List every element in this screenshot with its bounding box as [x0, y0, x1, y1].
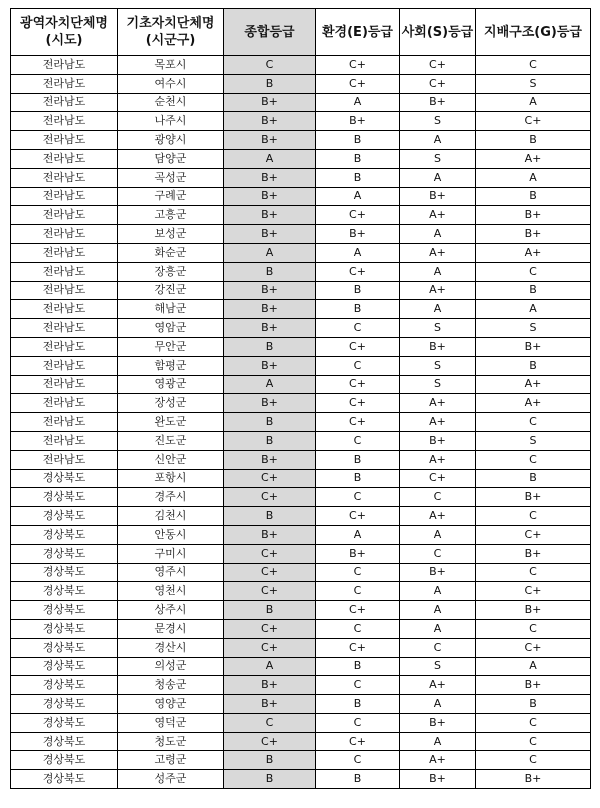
basic-name-cell: 여수시	[118, 74, 224, 93]
table-row	[11, 544, 591, 563]
gov-grade-cell: B	[476, 187, 591, 206]
env-grade-cell: C+	[316, 413, 400, 432]
social-grade-cell: S	[400, 356, 476, 375]
social-grade-cell: A+	[400, 507, 476, 526]
overall-grade-cell: C+	[224, 544, 316, 563]
env-grade-cell: C+	[316, 507, 400, 526]
basic-name-cell: 장흥군	[118, 262, 224, 281]
social-grade-cell: C+	[400, 469, 476, 488]
social-grade-cell: A	[400, 695, 476, 714]
metro-name-cell: 전라남도	[11, 394, 118, 413]
table-body	[11, 56, 591, 789]
env-grade-cell: C+	[316, 375, 400, 394]
table-row	[11, 582, 591, 601]
gov-grade-cell: A	[476, 300, 591, 319]
env-grade-cell: C+	[316, 74, 400, 93]
table-row	[11, 149, 591, 168]
overall-grade-cell: B+	[224, 319, 316, 338]
basic-name-cell: 구례군	[118, 187, 224, 206]
gov-grade-cell: A	[476, 93, 591, 112]
overall-grade-cell: A	[224, 375, 316, 394]
env-grade-cell: B	[316, 149, 400, 168]
header-basic-name	[118, 9, 224, 56]
overall-grade-cell: C+	[224, 469, 316, 488]
basic-name-cell: 영주시	[118, 563, 224, 582]
env-grade-cell: C+	[316, 337, 400, 356]
env-grade-cell: B+	[316, 112, 400, 131]
gov-grade-cell: B	[476, 695, 591, 714]
gov-grade-cell: B	[476, 469, 591, 488]
gov-grade-cell: C	[476, 732, 591, 751]
overall-grade-cell: C+	[224, 563, 316, 582]
overall-grade-cell: A	[224, 149, 316, 168]
metro-name-cell: 전라남도	[11, 206, 118, 225]
env-grade-cell: C	[316, 431, 400, 450]
header-metro-line2: (시도)	[45, 33, 83, 48]
gov-grade-cell: C+	[476, 582, 591, 601]
env-grade-cell: B	[316, 657, 400, 676]
social-grade-cell: S	[400, 375, 476, 394]
table-row	[11, 206, 591, 225]
social-grade-cell: A+	[400, 206, 476, 225]
metro-name-cell: 경상북도	[11, 488, 118, 507]
overall-grade-cell: C	[224, 713, 316, 732]
basic-name-cell: 문경시	[118, 619, 224, 638]
metro-name-cell: 경상북도	[11, 582, 118, 601]
basic-name-cell: 영양군	[118, 695, 224, 714]
env-grade-cell: B	[316, 281, 400, 300]
header-metro-line1: 광역자치단체명	[20, 16, 108, 31]
basic-name-cell: 영천시	[118, 582, 224, 601]
basic-name-cell: 목포시	[118, 56, 224, 75]
gov-grade-cell: A+	[476, 243, 591, 262]
overall-grade-cell: B	[224, 262, 316, 281]
metro-name-cell: 전라남도	[11, 262, 118, 281]
gov-grade-cell: C+	[476, 112, 591, 131]
basic-name-cell: 함평군	[118, 356, 224, 375]
overall-grade-cell: B+	[224, 450, 316, 469]
overall-grade-cell: B	[224, 431, 316, 450]
metro-name-cell: 경상북도	[11, 732, 118, 751]
social-grade-cell: A+	[400, 394, 476, 413]
table-row	[11, 300, 591, 319]
gov-grade-cell: B+	[476, 676, 591, 695]
social-grade-cell: S	[400, 657, 476, 676]
gov-grade-cell: C	[476, 56, 591, 75]
env-grade-cell: C	[316, 488, 400, 507]
gov-grade-cell: C	[476, 563, 591, 582]
metro-name-cell: 경상북도	[11, 657, 118, 676]
basic-name-cell: 화순군	[118, 243, 224, 262]
overall-grade-cell: B	[224, 601, 316, 620]
table-row	[11, 450, 591, 469]
env-grade-cell: A	[316, 187, 400, 206]
table-row	[11, 281, 591, 300]
env-grade-cell: B+	[316, 225, 400, 244]
social-grade-cell: C+	[400, 56, 476, 75]
social-grade-cell: A	[400, 131, 476, 150]
esg-grade-table	[10, 8, 591, 789]
metro-name-cell: 전라남도	[11, 56, 118, 75]
header-env-grade: 환경(E)등급	[316, 9, 400, 56]
gov-grade-cell: A+	[476, 394, 591, 413]
social-grade-cell: A	[400, 582, 476, 601]
table-row	[11, 356, 591, 375]
table-row	[11, 112, 591, 131]
metro-name-cell: 전라남도	[11, 450, 118, 469]
metro-name-cell: 경상북도	[11, 619, 118, 638]
basic-name-cell: 고령군	[118, 751, 224, 770]
gov-grade-cell: C	[476, 413, 591, 432]
overall-grade-cell: B+	[224, 281, 316, 300]
social-grade-cell: B+	[400, 563, 476, 582]
basic-name-cell: 보성군	[118, 225, 224, 244]
basic-name-cell: 청송군	[118, 676, 224, 695]
metro-name-cell: 전라남도	[11, 319, 118, 338]
metro-name-cell: 경상북도	[11, 469, 118, 488]
metro-name-cell: 전라남도	[11, 225, 118, 244]
header-social-grade: 사회(S)등급	[400, 9, 476, 56]
metro-name-cell: 경상북도	[11, 676, 118, 695]
overall-grade-cell: B+	[224, 93, 316, 112]
social-grade-cell: S	[400, 112, 476, 131]
social-grade-cell: A	[400, 601, 476, 620]
gov-grade-cell: B+	[476, 544, 591, 563]
gov-grade-cell: C	[476, 751, 591, 770]
gov-grade-cell: S	[476, 74, 591, 93]
metro-name-cell: 전라남도	[11, 74, 118, 93]
social-grade-cell: A+	[400, 243, 476, 262]
overall-grade-cell: B+	[224, 525, 316, 544]
metro-name-cell: 전라남도	[11, 356, 118, 375]
social-grade-cell: C+	[400, 74, 476, 93]
basic-name-cell: 구미시	[118, 544, 224, 563]
metro-name-cell: 전라남도	[11, 243, 118, 262]
gov-grade-cell: B	[476, 281, 591, 300]
env-grade-cell: A	[316, 93, 400, 112]
social-grade-cell: B+	[400, 93, 476, 112]
gov-grade-cell: B+	[476, 488, 591, 507]
overall-grade-cell: B	[224, 337, 316, 356]
gov-grade-cell: C	[476, 507, 591, 526]
metro-name-cell: 경상북도	[11, 770, 118, 789]
gov-grade-cell: C	[476, 262, 591, 281]
env-grade-cell: B	[316, 450, 400, 469]
table-row	[11, 431, 591, 450]
table-row	[11, 131, 591, 150]
metro-name-cell: 전라남도	[11, 413, 118, 432]
env-grade-cell: B	[316, 695, 400, 714]
env-grade-cell: C	[316, 319, 400, 338]
env-grade-cell: C+	[316, 638, 400, 657]
env-grade-cell: C	[316, 619, 400, 638]
env-grade-cell: C+	[316, 732, 400, 751]
gov-grade-cell: S	[476, 319, 591, 338]
social-grade-cell: A+	[400, 413, 476, 432]
overall-grade-cell: B+	[224, 112, 316, 131]
social-grade-cell: S	[400, 319, 476, 338]
basic-name-cell: 영암군	[118, 319, 224, 338]
basic-name-cell: 완도군	[118, 413, 224, 432]
gov-grade-cell: B	[476, 131, 591, 150]
metro-name-cell: 경상북도	[11, 638, 118, 657]
env-grade-cell: B	[316, 300, 400, 319]
basic-name-cell: 무안군	[118, 337, 224, 356]
overall-grade-cell: B	[224, 413, 316, 432]
gov-grade-cell: S	[476, 431, 591, 450]
basic-name-cell: 영덕군	[118, 713, 224, 732]
overall-grade-cell: A	[224, 243, 316, 262]
basic-name-cell: 광양시	[118, 131, 224, 150]
metro-name-cell: 전라남도	[11, 131, 118, 150]
social-grade-cell: A+	[400, 676, 476, 695]
overall-grade-cell: C+	[224, 619, 316, 638]
table-row	[11, 74, 591, 93]
table-row	[11, 713, 591, 732]
table-row	[11, 657, 591, 676]
table-row	[11, 695, 591, 714]
overall-grade-cell: A	[224, 657, 316, 676]
env-grade-cell: C	[316, 356, 400, 375]
metro-name-cell: 경상북도	[11, 751, 118, 770]
table-row	[11, 563, 591, 582]
basic-name-cell: 신안군	[118, 450, 224, 469]
basic-name-cell: 순천시	[118, 93, 224, 112]
overall-grade-cell: B+	[224, 131, 316, 150]
basic-name-cell: 김천시	[118, 507, 224, 526]
table-row	[11, 243, 591, 262]
table-row	[11, 638, 591, 657]
env-grade-cell: B	[316, 469, 400, 488]
env-grade-cell: C+	[316, 394, 400, 413]
basic-name-cell: 경주시	[118, 488, 224, 507]
social-grade-cell: A	[400, 732, 476, 751]
gov-grade-cell: B+	[476, 601, 591, 620]
gov-grade-cell: C	[476, 713, 591, 732]
table-row	[11, 262, 591, 281]
overall-grade-cell: B+	[224, 206, 316, 225]
gov-grade-cell: A+	[476, 149, 591, 168]
table-row	[11, 601, 591, 620]
social-grade-cell: B+	[400, 770, 476, 789]
gov-grade-cell: B+	[476, 225, 591, 244]
overall-grade-cell: B+	[224, 300, 316, 319]
metro-name-cell: 경상북도	[11, 695, 118, 714]
env-grade-cell: B	[316, 131, 400, 150]
esg-grade-sheet	[10, 8, 591, 789]
header-row	[11, 9, 591, 56]
basic-name-cell: 포항시	[118, 469, 224, 488]
metro-name-cell: 전라남도	[11, 149, 118, 168]
basic-name-cell: 경산시	[118, 638, 224, 657]
env-grade-cell: C	[316, 751, 400, 770]
gov-grade-cell: B+	[476, 206, 591, 225]
table-row	[11, 187, 591, 206]
table-row	[11, 337, 591, 356]
metro-name-cell: 전라남도	[11, 187, 118, 206]
env-grade-cell: B	[316, 168, 400, 187]
basic-name-cell: 장성군	[118, 394, 224, 413]
social-grade-cell: A	[400, 525, 476, 544]
metro-name-cell: 전라남도	[11, 112, 118, 131]
overall-grade-cell: C+	[224, 732, 316, 751]
metro-name-cell: 전라남도	[11, 337, 118, 356]
table-row	[11, 56, 591, 75]
social-grade-cell: A	[400, 168, 476, 187]
social-grade-cell: B+	[400, 431, 476, 450]
gov-grade-cell: C+	[476, 638, 591, 657]
table-row	[11, 168, 591, 187]
basic-name-cell: 나주시	[118, 112, 224, 131]
overall-grade-cell: C	[224, 56, 316, 75]
metro-name-cell: 경상북도	[11, 525, 118, 544]
overall-grade-cell: B+	[224, 394, 316, 413]
basic-name-cell: 의성군	[118, 657, 224, 676]
gov-grade-cell: A	[476, 168, 591, 187]
gov-grade-cell: B+	[476, 770, 591, 789]
table-row	[11, 394, 591, 413]
header-basic-line1: 기초자치단체명	[126, 16, 215, 31]
table-row	[11, 525, 591, 544]
overall-grade-cell: B	[224, 507, 316, 526]
env-grade-cell: B+	[316, 544, 400, 563]
gov-grade-cell: C	[476, 450, 591, 469]
basic-name-cell: 담양군	[118, 149, 224, 168]
header-basic-line2: (시군구)	[145, 33, 196, 48]
env-grade-cell: A	[316, 243, 400, 262]
table-row	[11, 732, 591, 751]
metro-name-cell: 전라남도	[11, 375, 118, 394]
env-grade-cell: C	[316, 713, 400, 732]
metro-name-cell: 경상북도	[11, 544, 118, 563]
table-row	[11, 93, 591, 112]
basic-name-cell: 영광군	[118, 375, 224, 394]
gov-grade-cell: B	[476, 356, 591, 375]
env-grade-cell: C	[316, 676, 400, 695]
overall-grade-cell: B+	[224, 695, 316, 714]
env-grade-cell: C+	[316, 56, 400, 75]
metro-name-cell: 전라남도	[11, 168, 118, 187]
overall-grade-cell: B	[224, 770, 316, 789]
overall-grade-cell: C+	[224, 488, 316, 507]
header-metro-name	[11, 9, 118, 56]
env-grade-cell: C	[316, 563, 400, 582]
env-grade-cell: C	[316, 582, 400, 601]
overall-grade-cell: B	[224, 74, 316, 93]
table-row	[11, 375, 591, 394]
basic-name-cell: 곡성군	[118, 168, 224, 187]
table-row	[11, 225, 591, 244]
basic-name-cell: 청도군	[118, 732, 224, 751]
table-row	[11, 319, 591, 338]
basic-name-cell: 진도군	[118, 431, 224, 450]
social-grade-cell: B+	[400, 337, 476, 356]
env-grade-cell: C+	[316, 601, 400, 620]
env-grade-cell: C+	[316, 206, 400, 225]
social-grade-cell: A	[400, 619, 476, 638]
overall-grade-cell: C+	[224, 638, 316, 657]
metro-name-cell: 전라남도	[11, 281, 118, 300]
overall-grade-cell: B+	[224, 187, 316, 206]
basic-name-cell: 상주시	[118, 601, 224, 620]
social-grade-cell: S	[400, 149, 476, 168]
table-row	[11, 469, 591, 488]
metro-name-cell: 경상북도	[11, 713, 118, 732]
metro-name-cell: 경상북도	[11, 601, 118, 620]
basic-name-cell: 고흥군	[118, 206, 224, 225]
env-grade-cell: B	[316, 770, 400, 789]
social-grade-cell: A+	[400, 281, 476, 300]
metro-name-cell: 전라남도	[11, 431, 118, 450]
table-row	[11, 751, 591, 770]
social-grade-cell: A+	[400, 751, 476, 770]
table-row	[11, 488, 591, 507]
gov-grade-cell: C	[476, 619, 591, 638]
gov-grade-cell: A+	[476, 375, 591, 394]
header-gov-grade: 지배구조(G)등급	[476, 9, 591, 56]
env-grade-cell: C+	[316, 262, 400, 281]
gov-grade-cell: A	[476, 657, 591, 676]
metro-name-cell: 전라남도	[11, 93, 118, 112]
social-grade-cell: A+	[400, 450, 476, 469]
social-grade-cell: A	[400, 225, 476, 244]
metro-name-cell: 경상북도	[11, 563, 118, 582]
overall-grade-cell: B+	[224, 168, 316, 187]
gov-grade-cell: C+	[476, 525, 591, 544]
social-grade-cell: A	[400, 262, 476, 281]
social-grade-cell: C	[400, 638, 476, 657]
basic-name-cell: 안동시	[118, 525, 224, 544]
table-row	[11, 770, 591, 789]
table-row	[11, 413, 591, 432]
metro-name-cell: 전라남도	[11, 300, 118, 319]
overall-grade-cell: C+	[224, 582, 316, 601]
basic-name-cell: 강진군	[118, 281, 224, 300]
overall-grade-cell: B+	[224, 356, 316, 375]
social-grade-cell: C	[400, 544, 476, 563]
basic-name-cell: 해남군	[118, 300, 224, 319]
overall-grade-cell: B	[224, 751, 316, 770]
metro-name-cell: 경상북도	[11, 507, 118, 526]
table-row	[11, 507, 591, 526]
social-grade-cell: B+	[400, 713, 476, 732]
table-row	[11, 676, 591, 695]
social-grade-cell: A	[400, 300, 476, 319]
social-grade-cell: B+	[400, 187, 476, 206]
social-grade-cell: C	[400, 488, 476, 507]
basic-name-cell: 성주군	[118, 770, 224, 789]
overall-grade-cell: B+	[224, 676, 316, 695]
table-row	[11, 619, 591, 638]
env-grade-cell: A	[316, 525, 400, 544]
header-overall-grade: 종합등급	[224, 9, 316, 56]
overall-grade-cell: B+	[224, 225, 316, 244]
gov-grade-cell: B+	[476, 337, 591, 356]
